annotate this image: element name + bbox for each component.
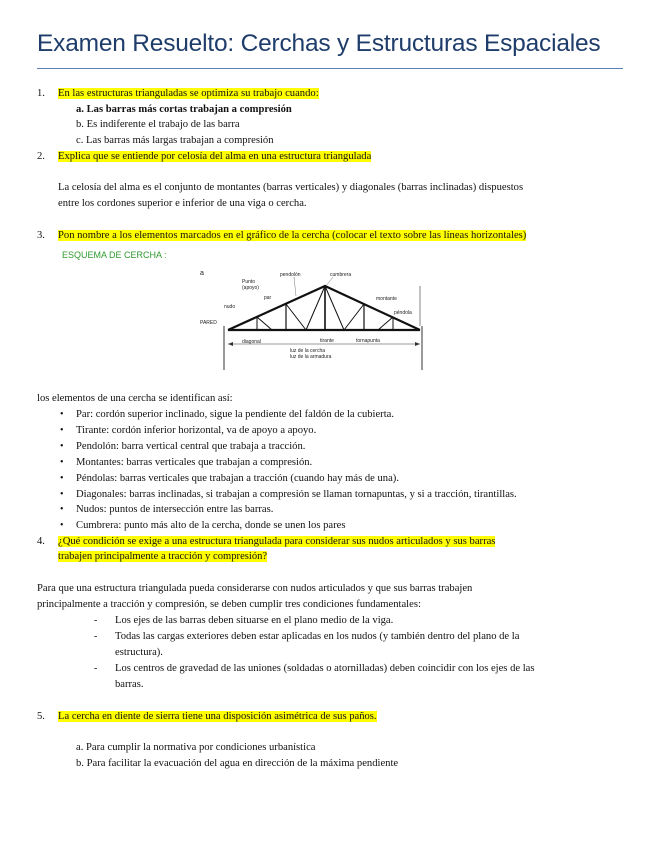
truss-diagonal-1 bbox=[286, 304, 306, 330]
q1-option-c-letter: c. bbox=[76, 135, 84, 146]
q3-bullet-7: Nudos: puntos de intersección entre las barras. bbox=[76, 504, 274, 515]
label-luz-2: luz de la armadura bbox=[290, 354, 332, 360]
q4-condition-2-line-2: estructura). bbox=[115, 647, 163, 658]
q3-bullet-3: Pendolón: barra vertical central que trabaja a tracción. bbox=[76, 441, 306, 452]
bullet-dot: • bbox=[60, 504, 64, 515]
q4-condition-2-line-1: Todas las cargas exteriores deben estar aplicadas en los nudos (y también dentro del plano de la bbox=[115, 631, 520, 642]
q3-number: 3. bbox=[37, 230, 45, 241]
dash-bullet: - bbox=[94, 663, 98, 674]
q3-bullet-5: Péndolas: barras verticales que trabajan a tracción (cuando hay más de una). bbox=[76, 473, 399, 484]
label-nudo: nudo bbox=[224, 304, 236, 310]
dimension-arrow-right bbox=[415, 342, 420, 346]
q1-question-text: En las estructuras trianguladas se optimiza su trabajo cuando: bbox=[58, 88, 319, 99]
q4-question-text-1: ¿Qué condición se exige a una estructura triangulada para considerar sus nudos articulados y sus barras bbox=[58, 536, 496, 547]
q3-bullet-4: Montantes: barras verticales que trabajan a compresión. bbox=[76, 457, 313, 468]
q4-number: 4. bbox=[37, 536, 45, 547]
label-pared: PARED bbox=[200, 320, 217, 326]
q4-question-line-2 bbox=[58, 550, 267, 564]
q1-number: 1. bbox=[37, 88, 45, 99]
q3-question bbox=[58, 229, 526, 243]
truss-diagonal-5 bbox=[257, 317, 272, 330]
q1-option-a bbox=[76, 103, 292, 117]
q5-number: 5. bbox=[37, 711, 45, 722]
q5-option-a-text: Para cumplir la normativa por condiciones urbanística bbox=[86, 742, 316, 753]
label-montante: montante bbox=[376, 296, 397, 302]
q3-intro: los elementos de una cercha se identifican así: bbox=[37, 393, 233, 404]
label-punto-apoyo: Punto bbox=[242, 279, 256, 285]
q2-number: 2. bbox=[37, 151, 45, 162]
q1-option-a-text: Las barras más cortas trabajan a compresión bbox=[86, 104, 292, 115]
q2-question-text: Explica que se entiende por celosía del alma en una estructura triangulada bbox=[58, 151, 372, 162]
label-diagonal: diagonal bbox=[242, 339, 261, 345]
bullet-dot: • bbox=[60, 441, 64, 452]
q1-option-b bbox=[76, 118, 240, 132]
q4-answer-line-2: principalmente a tracción y compresión, se deben cumplir tres condiciones fundamentales: bbox=[37, 599, 421, 610]
q5-option-a bbox=[76, 741, 315, 755]
leader-pendolon bbox=[294, 277, 296, 296]
q4-condition-1: Los ejes de las barras deben situarse en el plano medio de la viga. bbox=[115, 615, 394, 626]
bullet-dot: • bbox=[60, 473, 64, 484]
bullet-dot: • bbox=[60, 425, 64, 436]
bullet-dot: • bbox=[60, 457, 64, 468]
leader-cumbrera bbox=[326, 277, 333, 286]
q4-question-text-2: trabajen principalmente a tracción y compresión? bbox=[58, 551, 268, 562]
q3-question-text: Pon nombre a los elementos marcados en el gráfico de la cercha (colocar el texto sobre las líneas horizontales) bbox=[58, 230, 527, 241]
label-punto-apoyo-2: (apoyo) bbox=[242, 285, 259, 291]
truss-diagonal-2 bbox=[344, 304, 364, 330]
dash-bullet: - bbox=[94, 615, 98, 626]
label-tornapunta: tornapunta bbox=[356, 338, 380, 344]
label-par: par bbox=[264, 295, 272, 301]
bullet-dot: • bbox=[60, 520, 64, 531]
q3-bullet-8: Cumbrera: punto más alto de la cercha, donde se unen los pares bbox=[76, 520, 346, 531]
label-tirante: tirante bbox=[320, 338, 334, 344]
label-pendola: péndola bbox=[394, 310, 412, 316]
q5-option-b-letter: b. bbox=[76, 758, 84, 769]
label-cumbrera: cumbrera bbox=[330, 272, 352, 278]
q4-condition-3-line-1: Los centros de gravedad de las uniones (soldadas o atornilladas) deben coincidir con los ejes de las bbox=[115, 663, 535, 674]
q4-answer-line-1: Para que una estructura triangulada pueda considerarse con nudos articulados y que sus barras trabajen bbox=[37, 583, 473, 594]
q1-option-b-letter: b. bbox=[76, 119, 84, 130]
q1-option-c bbox=[76, 134, 274, 148]
q5-option-a-letter: a. bbox=[76, 742, 84, 753]
label-luz: luz de la cercha bbox=[290, 348, 326, 354]
scheme-label: ESQUEMA DE CERCHA : bbox=[62, 250, 167, 260]
q5-option-b-text: Para facilitar la evacuación del agua en dirección de la máxima pendiente bbox=[86, 758, 399, 769]
q1-option-a-letter: a. bbox=[76, 104, 84, 115]
truss-diagonal-6 bbox=[378, 317, 393, 330]
q1-question bbox=[58, 87, 319, 101]
bullet-dot: • bbox=[60, 489, 64, 500]
q3-bullet-2: Tirante: cordón inferior horizontal, va de apoyo a apoyo. bbox=[76, 425, 317, 436]
label-pendolon: pendolón bbox=[280, 272, 301, 278]
title-underline bbox=[37, 68, 623, 69]
page-title: Examen Resuelto: Cerchas y Estructuras Espaciales bbox=[37, 30, 601, 57]
q3-bullet-1: Par: cordón superior inclinado, sigue la pendiente del faldón de la cubierta. bbox=[76, 409, 394, 420]
q4-condition-3-line-2: barras. bbox=[115, 679, 144, 690]
q5-option-b bbox=[76, 757, 398, 771]
q5-question bbox=[58, 710, 377, 724]
q1-option-c-text: Las barras más largas trabajan a compresión bbox=[86, 135, 274, 146]
truss-diagram bbox=[198, 266, 428, 372]
q2-answer-line-2: entre los cordones superior e inferior de una viga o cercha. bbox=[58, 198, 307, 209]
bullet-dot: • bbox=[60, 409, 64, 420]
q2-answer-line-1: La celosía del alma es el conjunto de montantes (barras verticales) y diagonales (barras inclinadas) dispuestos bbox=[58, 182, 524, 193]
dimension-arrow-left bbox=[228, 342, 233, 346]
q4-question-line-1 bbox=[58, 535, 495, 549]
q2-question bbox=[58, 150, 371, 164]
dash-bullet: - bbox=[94, 631, 98, 642]
q3-bullet-6: Diagonales: barras inclinadas, si trabajan a compresión se llaman tornapuntas, y si a tracción, tirantillas. bbox=[76, 489, 517, 500]
q1-option-b-text: Es indiferente el trabajo de las barra bbox=[86, 119, 240, 130]
figure-letter: a bbox=[200, 270, 204, 277]
q5-question-text: La cercha en diente de sierra tiene una disposición asimétrica de sus paños. bbox=[58, 711, 377, 722]
